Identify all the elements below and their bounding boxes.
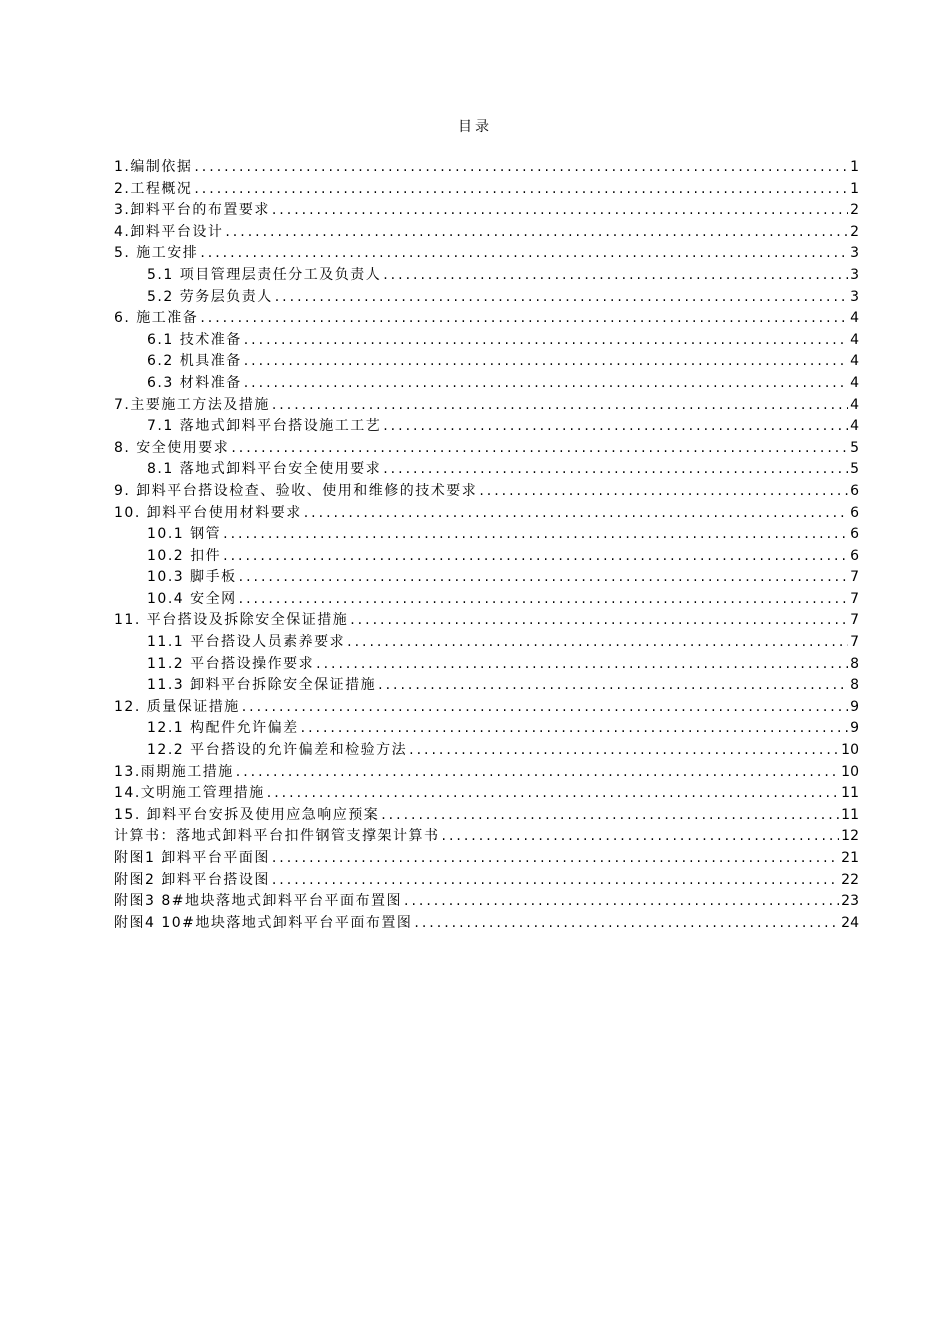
toc-entry-page-number: 21: [841, 850, 859, 866]
toc-entry-title: 附图2 卸料平台搭设图: [114, 871, 270, 888]
toc-entry[interactable]: [114, 222, 859, 244]
dot-leader: [267, 783, 839, 805]
toc-entry-page-number: 2: [850, 223, 859, 240]
toc-entry-title: 11. 平台搭设及拆除安全保证措施: [114, 612, 349, 629]
toc-entry-page-number: 5: [850, 461, 859, 478]
toc-entry[interactable]: [114, 524, 859, 546]
toc-entry-page-number: 4: [850, 374, 859, 391]
toc-entry[interactable]: [114, 718, 859, 740]
toc-entry[interactable]: [114, 913, 859, 935]
dot-leader: [231, 438, 848, 460]
toc-entry-title: 13.雨期施工措施: [114, 763, 234, 780]
toc-entry-title: 附图3 8#地块落地式卸料平台平面布置图: [114, 893, 402, 910]
toc-entry-page-number: 10: [841, 742, 859, 759]
toc-entry-page-number: 6: [850, 504, 859, 521]
toc-entry[interactable]: [114, 654, 859, 676]
toc-entry-page-number: 23: [841, 893, 859, 910]
toc-entry[interactable]: [114, 438, 859, 460]
toc-entry-title: 6.1 技术准备: [147, 331, 242, 348]
toc-entry-page-number: 24: [841, 914, 859, 931]
toc-entry[interactable]: [114, 891, 859, 913]
dot-leader: [225, 222, 848, 244]
toc-entry-title: 12. 质量保证措施: [114, 698, 240, 715]
dot-leader: [479, 481, 848, 503]
toc-entry[interactable]: [114, 157, 859, 179]
toc-entry-page-number: 4: [850, 331, 859, 348]
toc-entry-page-number: 7: [850, 590, 859, 607]
toc-entry-page-number: 12: [841, 828, 859, 845]
toc-entry[interactable]: [114, 632, 859, 654]
toc-entry-page-number: 11: [841, 785, 859, 802]
toc-entry-title: 6.2 机具准备: [147, 353, 242, 370]
toc-entry[interactable]: [114, 675, 859, 697]
dot-leader: [304, 503, 848, 525]
toc-entry-page-number: 5: [850, 439, 859, 456]
toc-entry[interactable]: [114, 287, 859, 309]
toc-entry[interactable]: [114, 697, 859, 719]
dot-leader: [347, 632, 848, 654]
toc-entry[interactable]: [114, 589, 859, 611]
dot-leader: [272, 870, 839, 892]
toc-entry-title: 附图4 10#地块落地式卸料平台平面布置图: [114, 914, 413, 931]
toc-entry[interactable]: [114, 503, 859, 525]
dot-leader: [200, 308, 848, 330]
toc-entry-title: 6.3 材料准备: [147, 374, 242, 391]
toc-entry-page-number: 10: [841, 763, 859, 780]
toc-entry-title: 附图1 卸料平台平面图: [114, 850, 270, 866]
dot-leader: [442, 826, 840, 848]
toc-entry-title: 10.4 安全网: [147, 590, 237, 607]
toc-entry[interactable]: [114, 459, 859, 481]
toc-entry[interactable]: [114, 481, 859, 503]
toc-entry-title: 9. 卸料平台搭设检查、验收、使用和维修的技术要求: [114, 482, 478, 499]
toc-entry-title: 7.主要施工方法及措施: [114, 396, 270, 413]
toc-entry-title: 10.1 钢管: [147, 526, 222, 543]
toc-entry-page-number: 3: [850, 266, 859, 283]
toc-entry[interactable]: [114, 848, 859, 870]
toc-entry-page-number: 8: [850, 677, 859, 694]
toc-entry-title: 10. 卸料平台使用材料要求: [114, 504, 302, 521]
toc-entry-page-number: 7: [850, 612, 859, 629]
toc-entry-title: 7.1 落地式卸料平台搭设施工工艺: [147, 418, 382, 435]
toc-entry[interactable]: [114, 546, 859, 568]
toc-entry-page-number: 1: [850, 180, 859, 197]
toc-entry-title: 12.1 构配件允许偏差: [147, 720, 299, 737]
toc-entry[interactable]: [114, 783, 859, 805]
toc-entry[interactable]: [114, 243, 859, 265]
toc-entry[interactable]: [114, 826, 859, 848]
toc-entry[interactable]: [114, 870, 859, 892]
toc-entry[interactable]: [114, 395, 859, 417]
dot-leader: [223, 524, 848, 546]
toc-list: [114, 157, 859, 934]
toc-entry[interactable]: [114, 179, 859, 201]
toc-entry-title: 2.工程概况: [114, 180, 193, 197]
toc-entry-page-number: 7: [850, 634, 859, 651]
dot-leader: [272, 200, 848, 222]
dot-leader: [236, 762, 839, 784]
toc-entry-page-number: 9: [850, 698, 859, 715]
toc-entry-title: 14.文明施工管理措施: [114, 785, 265, 802]
toc-entry-page-number: 2: [850, 202, 859, 219]
toc-entry[interactable]: [114, 265, 859, 287]
toc-entry-page-number: 3: [850, 245, 859, 262]
toc-entry-title: 8. 安全使用要求: [114, 439, 230, 456]
toc-entry[interactable]: [114, 610, 859, 632]
toc-entry-title: 5. 施工安排: [114, 245, 199, 262]
toc-entry[interactable]: [114, 416, 859, 438]
toc-entry[interactable]: [114, 740, 859, 762]
dot-leader: [409, 740, 839, 762]
toc-entry-title: 15. 卸料平台安拆及使用应急响应预案: [114, 806, 380, 823]
toc-entry-page-number: 1: [850, 159, 859, 175]
toc-entry[interactable]: [114, 308, 859, 330]
toc-entry-page-number: 3: [850, 288, 859, 305]
dot-leader: [383, 265, 848, 287]
dot-leader: [272, 395, 848, 417]
toc-entry-title: 8.1 落地式卸料平台安全使用要求: [147, 461, 382, 478]
toc-entry-page-number: 4: [850, 396, 859, 413]
dot-leader: [244, 373, 848, 395]
toc-entry-title: 1.编制依据: [114, 159, 193, 175]
toc-entry-page-number: 4: [850, 310, 859, 327]
toc-entry[interactable]: [114, 351, 859, 373]
dot-leader: [301, 718, 848, 740]
toc-entry-page-number: 8: [850, 655, 859, 672]
toc-entry-title: 6. 施工准备: [114, 310, 199, 327]
toc-entry-page-number: 6: [850, 547, 859, 564]
dot-leader: [194, 179, 848, 201]
dot-leader: [239, 567, 848, 589]
dot-leader: [383, 459, 848, 481]
toc-entry[interactable]: [114, 567, 859, 589]
toc-entry[interactable]: [114, 805, 859, 827]
dot-leader: [414, 913, 839, 935]
toc-entry-page-number: 11: [841, 806, 859, 823]
toc-entry-page-number: 9: [850, 720, 859, 737]
dot-leader: [381, 805, 839, 827]
toc-entry[interactable]: [114, 762, 859, 784]
toc-entry[interactable]: [114, 200, 859, 222]
toc-entry-title: 计算书：落地式卸料平台扣件钢管支撑架计算书: [114, 828, 440, 845]
dot-leader: [244, 330, 848, 352]
dot-leader: [223, 546, 848, 568]
toc-entry-title: 10.2 扣件: [147, 547, 222, 564]
toc-entry[interactable]: [114, 373, 859, 395]
toc-entry-page-number: 4: [850, 353, 859, 370]
dot-leader: [244, 351, 848, 373]
dot-leader: [316, 654, 848, 676]
toc-entry-title: 11.3 卸料平台拆除安全保证措施: [147, 677, 377, 694]
toc-entry-title: 10.3 脚手板: [147, 569, 237, 586]
dot-leader: [200, 243, 848, 265]
dot-leader: [272, 848, 839, 870]
toc-entry-page-number: 22: [841, 871, 859, 888]
toc-entry-title: 5.2 劳务层负责人: [147, 288, 273, 305]
dot-leader: [404, 891, 839, 913]
toc-entry-page-number: 4: [850, 418, 859, 435]
dot-leader: [378, 675, 848, 697]
toc-entry[interactable]: [114, 330, 859, 352]
toc-entry-title: 11.2 平台搭设操作要求: [147, 655, 315, 672]
toc-entry-page-number: 6: [850, 526, 859, 543]
toc-entry-title: 3.卸料平台的布置要求: [114, 202, 270, 219]
dot-leader: [239, 589, 848, 611]
toc-entry-title: 5.1 项目管理层责任分工及负责人: [147, 266, 382, 283]
toc-title: 目录: [458, 119, 492, 135]
toc-entry-page-number: 7: [850, 569, 859, 586]
toc-entry-title: 12.2 平台搭设的允许偏差和检验方法: [147, 742, 408, 759]
dot-leader: [275, 287, 848, 309]
dot-leader: [350, 610, 848, 632]
dot-leader: [383, 416, 848, 438]
dot-leader: [194, 157, 848, 179]
toc-entry-title: 11.1 平台搭设人员素养要求: [147, 634, 346, 651]
dot-leader: [242, 697, 848, 719]
toc-entry-title: 4.卸料平台设计: [114, 223, 224, 240]
toc-entry-page-number: 6: [850, 482, 859, 499]
